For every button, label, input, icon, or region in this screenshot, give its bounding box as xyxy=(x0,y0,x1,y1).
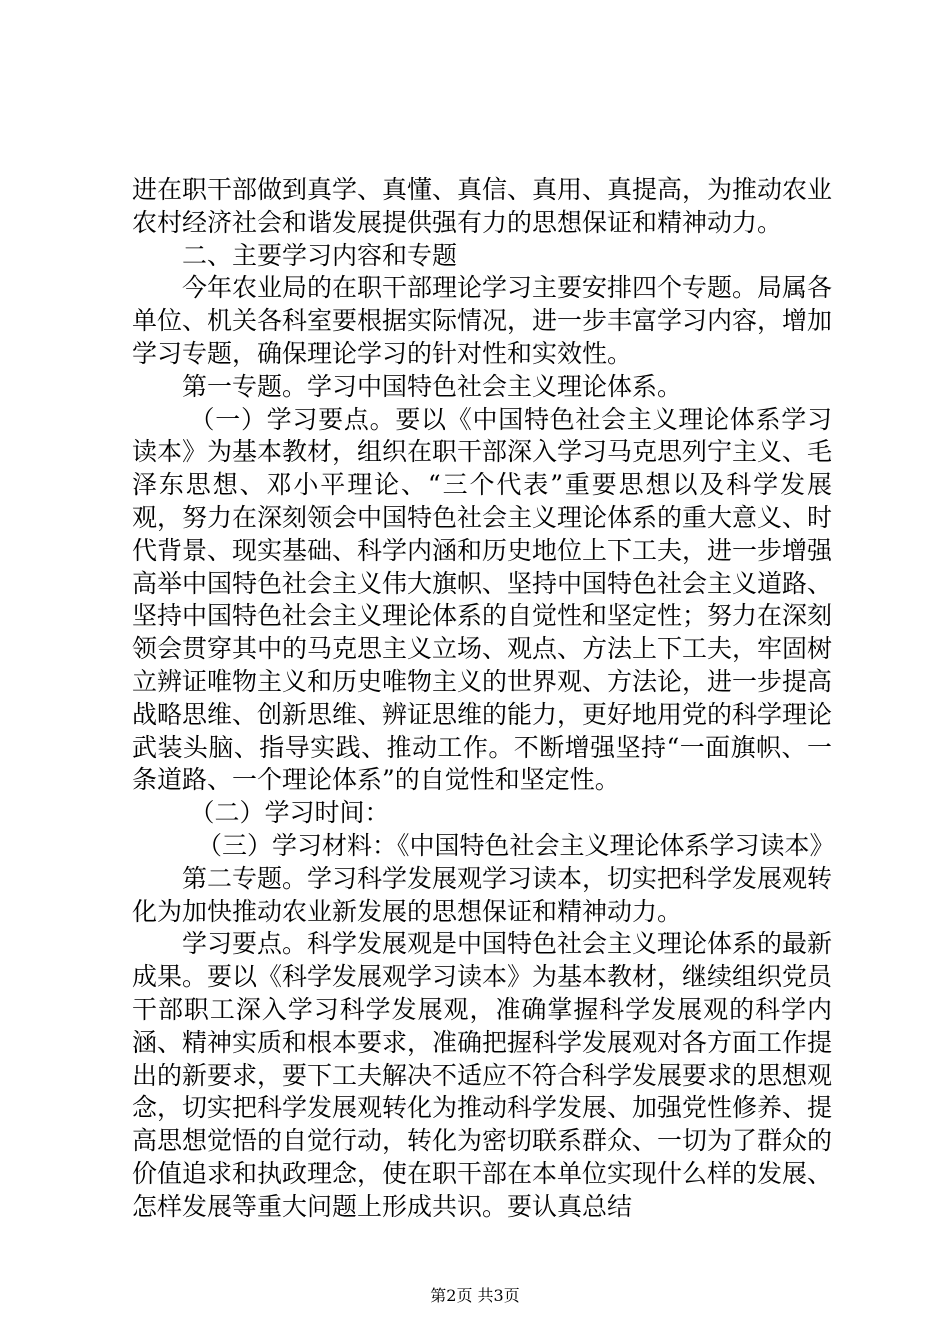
document-body xyxy=(132,174,835,1224)
paragraph-study-time: （二）学习时间： xyxy=(189,798,390,828)
topic-heading-2: 第二专题。学习科学发展观学习读本，切实把科学发展观转化为加快推动农业新发展的思想保证和精神动力。 xyxy=(132,863,833,926)
topic-heading-1: 第一专题。学习中国特色社会主义理论体系。 xyxy=(182,371,683,401)
paragraph-intro: 今年农业局的在职干部理论学习主要安排四个专题。局属各单位、机关各科室要根据实际情况，进一步丰富学习内容，增加学习专题，确保理论学习的针对性和实效性。 xyxy=(132,273,833,368)
paragraph-study-materials: （三）学习材料：《中国特色社会主义理论体系学习读本》 xyxy=(197,830,835,860)
paragraph-key-points-1: （一）学习要点。要以《中国特色社会主义理论体系学习读本》为基本教材，组织在职干部深入学习马克思列宁主义、毛泽东思想、邓小平理论、“三个代表”重要思想以及科学发展观，努力在深刻领会中国特色社会主义理论体系的重大意义、时代背景、现实基础、科学内涵和历史地位上下工夫，进一步增强高举中国特色社会主义伟大旗帜、坚持中国特色社会主义道路、坚持中国特色社会主义理论体系的自觉性和坚定性；努力在深刻领会贯穿其中的马克思主义立场、观点、方法上下工夫，牢固树立辨证唯物主义和历史唯物主义的世界观、方法论，进一步提高战略思维、创新思维、辨证思维的能力，更好地用党的科学理论武装头脑、指导实践、推动工作。不断增强坚持“一面旗帜、一条道路、一个理论体系”的自觉性和坚定性。 xyxy=(132,404,833,795)
section-heading: 二、主要学习内容和专题 xyxy=(182,240,458,270)
page-number-footer: 第2页 共3页 xyxy=(430,1286,520,1305)
paragraph-key-points-2: 学习要点。科学发展观是中国特色社会主义理论体系的最新成果。要以《科学发展观学习读本》为基本教材，继续组织党员干部职工深入学习科学发展观，准确掌握科学发展观的科学内涵、精神实质和根本要求，准确把握科学发展观对各方面工作提出的新要求，要下工夫解决不适应不符合科学发展要求的思想观念，切实把科学发展观转化为推动科学发展、加强党性修养、提高思想觉悟的自觉行动，转化为密切联系群众、一切为了群众的价值追求和执政理念，使在职干部在本单位实现什么样的发展、怎样发展等重大问题上形成共识。要认真总结 xyxy=(132,929,833,1221)
paragraph-continuation: 进在职干部做到真学、真懂、真信、真用、真提高，为推动农业农村经济社会和谐发展提供强有力的思想保证和精神动力。 xyxy=(132,175,833,237)
